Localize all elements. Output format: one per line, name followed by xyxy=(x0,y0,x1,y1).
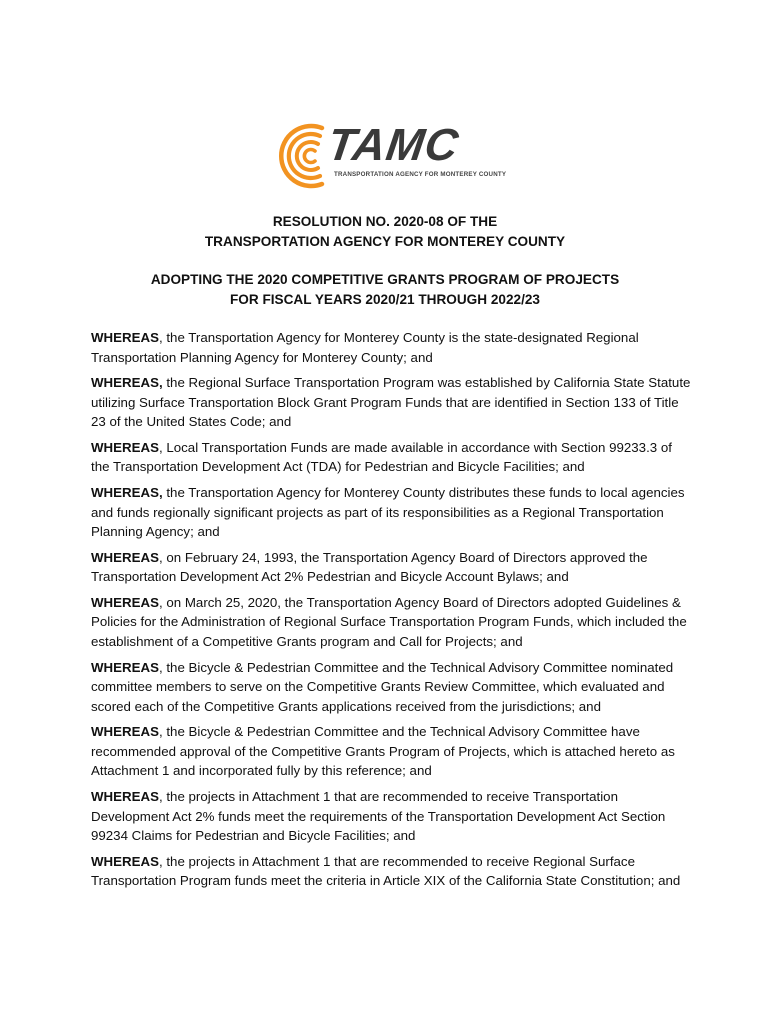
whereas-clause xyxy=(91,438,691,477)
subheading-line-1: ADOPTING THE 2020 COMPETITIVE GRANTS PROGRAM OF PROJECTS xyxy=(150,272,620,287)
subheading-line-2: FOR FISCAL YEARS 2020/21 THROUGH 2022/23 xyxy=(229,292,540,307)
whereas-clause xyxy=(91,373,691,432)
tamc-logo xyxy=(276,118,507,198)
resolution-subheading xyxy=(0,270,770,310)
clause-text: , the projects in Attachment 1 that are recommended to receive Regional Surface Transportation Program funds meet the criteria in Article XIX of the California State Constitution; and xyxy=(91,853,681,889)
logo-wordmark: TAMC xyxy=(324,119,463,170)
clause-text: , on March 25, 2020, the Transportation Agency Board of Directors adopted Guidelines & Policies for the Administration of Regional Surface Transportation Program Funds, which included the establishment of a Competitive Grants program and Call for Projects; and xyxy=(91,594,687,649)
whereas-clause xyxy=(91,722,691,781)
clause-keyword: WHEREAS xyxy=(91,330,159,345)
whereas-clause xyxy=(91,852,691,891)
clause-keyword: WHEREAS xyxy=(91,594,159,610)
clause-keyword: WHEREAS xyxy=(91,789,159,804)
clause-keyword: WHEREAS xyxy=(91,549,159,565)
whereas-clause xyxy=(91,548,691,587)
whereas-clause xyxy=(91,328,691,367)
whereas-clause xyxy=(91,483,691,542)
clause-text: the Regional Surface Transportation Program was established by California State Statute utilizing Surface Transportation Block Grant Program Funds that are identified in Section 133 of Title 23 of the United States Code; and xyxy=(91,375,691,430)
clause-keyword: WHEREAS xyxy=(91,439,159,455)
whereas-clauses xyxy=(91,328,691,897)
clause-text: the Transportation Agency for Monterey County distributes these funds to local agencies and funds regionally significant projects as part of its responsibilities as a Regional Transportation Planning Agency; and xyxy=(91,485,685,540)
heading-line-1: RESOLUTION NO. 2020-08 OF THE xyxy=(272,214,498,229)
heading-line-2: TRANSPORTATION AGENCY FOR MONTEREY COUNTY xyxy=(204,234,566,249)
clause-keyword: WHEREAS xyxy=(91,724,159,740)
clause-text: , the Bicycle & Pedestrian Committee and the Technical Advisory Committee have recommended approval of the Competitive Grants Program of Projects, which is attached hereto as Attachment 1 and incorporated fully by this reference; and xyxy=(91,724,675,779)
clause-text: , the Transportation Agency for Monterey County is the state-designated Regional Transportation Planning Agency for Monterey County; and xyxy=(91,330,639,365)
clause-text: , the projects in Attachment 1 that are recommended to receive Transportation Development Act 2% funds meet the requirements of the Transportation Development Act Section 99234 Claims for Pedestrian and Bicycle Facilities; and xyxy=(91,789,666,843)
clause-text: , Local Transportation Funds are made available in accordance with Section 99233.3 of the Transportation Development Act (TDA) for Pedestrian and Bicycle Facilities; and xyxy=(91,439,672,475)
clause-keyword: WHEREAS, xyxy=(91,485,163,501)
whereas-clause xyxy=(91,658,691,717)
clause-text: , on February 24, 1993, the Transportation Agency Board of Directors approved the Transportation Development Act 2% Pedestrian and Bicycle Account Bylaws; and xyxy=(91,549,648,585)
clause-text: , the Bicycle & Pedestrian Committee and the Technical Advisory Committee nominated committee members to serve on the Competitive Grants Review Committee, which evaluated and scored each of the Competitive Grants applications received from the jurisdictions; and xyxy=(91,659,674,714)
whereas-clause xyxy=(91,787,691,846)
resolution-heading xyxy=(0,212,770,252)
clause-keyword: WHEREAS, xyxy=(91,375,163,391)
clause-keyword: WHEREAS xyxy=(91,659,159,675)
clause-keyword: WHEREAS xyxy=(91,853,159,869)
whereas-clause xyxy=(91,593,691,652)
logo-tagline: TRANSPORTATION AGENCY FOR MONTEREY COUNTY xyxy=(334,171,507,178)
